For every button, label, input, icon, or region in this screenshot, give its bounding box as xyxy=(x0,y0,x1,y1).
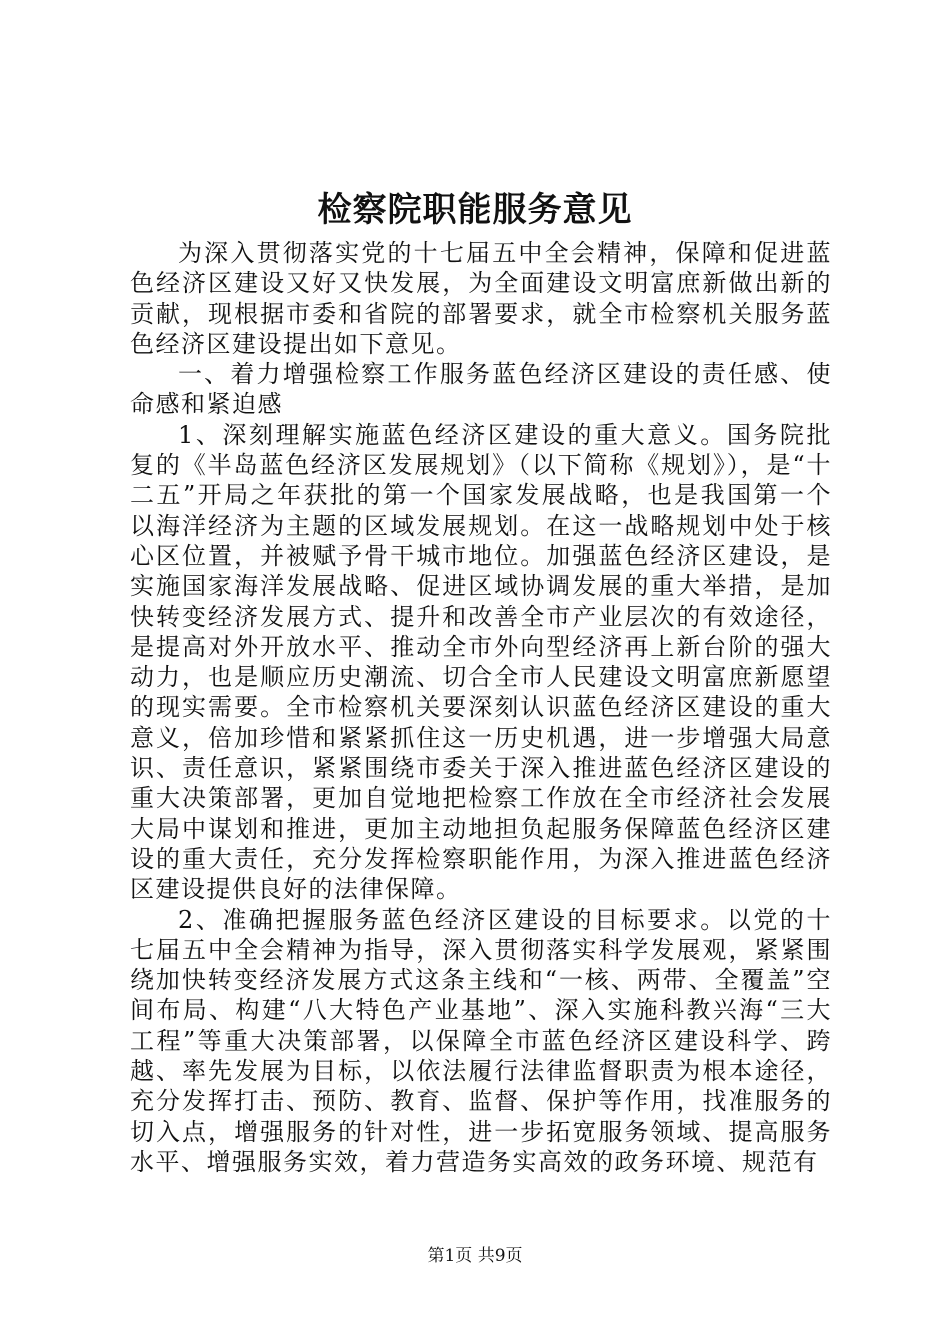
paragraph-point-1: 1、深刻理解实施蓝色经济区建设的重大意义。国务院批复的《半岛蓝色经济区发展规划》（以下简称《规划》），是“十二五”开局之年获批的第一个国家发展战略，也是我国第一个以海洋经济为主题的区域发展规划。在这一战略规划中处于核心区位置，并被赋予骨干城市地位。加强蓝色经济区建设，是实施国家海洋发展战略、促进区域协调发展的重大举措，是加快转变经济发展方式、提升和改善全市产业层次的有效途径，是提高对外开放水平、推动全市外向型经济再上新台阶的强大动力，也是顺应历史潮流、切合全市人民建设文明富庶新愿望的现实需要。全市检察机关要深刻认识蓝色经济区建设的重大意义，倍加珍惜和紧紧抓住这一历史机遇，进一步增强大局意识、责任意识，紧紧围绕市委关于深入推进蓝色经济区建设的重大决策部署，更加自觉地把检察工作放在全市经济社会发展大局中谋划和推进，更加主动地担负起服务保障蓝色经济区建设的重大责任，充分发挥检察职能作用，为深入推进蓝色经济区建设提供良好的法律保障。 xyxy=(130,420,832,904)
document-title: 检察院职能服务意见 xyxy=(317,190,633,230)
paragraph-section-heading: 一、着力增强检察工作服务蓝色经济区建设的责任感、使命感和紧迫感 xyxy=(130,360,832,419)
document-body xyxy=(130,238,832,1177)
paragraph-point-2: 2、准确把握服务蓝色经济区建设的目标要求。以党的十七届五中全会精神为指导，深入贯彻落实科学发展观，紧紧围绕加快转变经济发展方式这条主线和“一核、两带、全覆盖”空间布局、构建“八大特色产业基地”、深入实施科教兴海“三大工程”等重大决策部署，以保障全市蓝色经济区建设科学、跨越、率先发展为目标，以依法履行法律监督职责为根本途径，充分发挥打击、预防、教育、监督、保护等作用，找准服务的切入点，增强服务的针对性，进一步拓宽服务领域、提高服务水平、增强服务实效，着力营造务实高效的政务环境、规范有 xyxy=(130,905,832,1176)
page-number-footer: 第1页 共9页 xyxy=(427,1246,523,1266)
paragraph-intro: 为深入贯彻落实党的十七届五中全会精神，保障和促进蓝色经济区建设又好又快发展，为全面建设文明富庶新做出新的贡献，现根据市委和省院的部署要求，就全市检察机关服务蓝色经济区建设提出如下意见。 xyxy=(130,239,832,358)
